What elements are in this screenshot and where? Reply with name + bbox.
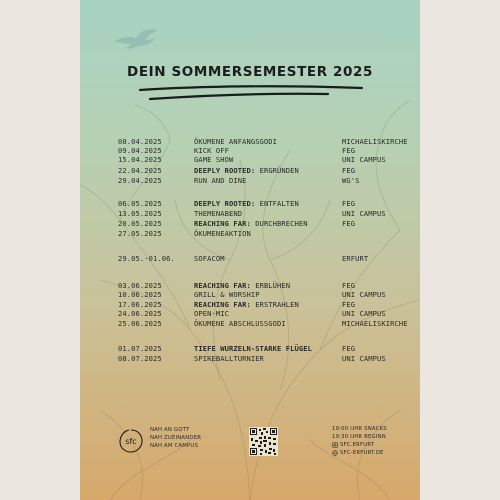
- event-title: [194, 199, 299, 209]
- event-name: GAME SHOW: [194, 155, 234, 164]
- event-title: [194, 229, 251, 239]
- instagram-handle[interactable]: SFC.ERFURT: [340, 442, 375, 448]
- logo-text: sfc: [125, 437, 137, 446]
- event-date: 22.04.2025: [118, 166, 162, 175]
- schedule-row: [80, 209, 420, 219]
- event-name: OPEN-MIC: [194, 309, 229, 318]
- event-info: [332, 425, 387, 457]
- event-location: MICHAELISKIRCHE: [342, 319, 408, 328]
- event-location: UNI CAMPUS: [342, 209, 386, 218]
- schedule-row: [80, 219, 420, 229]
- website-link[interactable]: SFC-ERFURT.DE: [340, 450, 384, 456]
- event-name: ÖKUMENE ABSCHLUSSGODI: [194, 319, 286, 328]
- event-series: REACHING FAR:: [194, 281, 251, 290]
- schedule-row: [80, 344, 420, 354]
- schedule-row: [80, 229, 420, 239]
- event-location: MICHAELISKIRCHE: [342, 137, 408, 146]
- event-date: 06.05.2025: [118, 199, 162, 208]
- event-name: ÖKUMENEAKTION: [194, 229, 251, 238]
- tagline-line: NAH AM CAMPUS: [150, 443, 199, 449]
- instagram-icon: [332, 442, 338, 448]
- schedule-row: [80, 254, 420, 264]
- event-location: WG'S: [342, 176, 360, 185]
- event-location: FEG: [342, 219, 356, 228]
- event-date: 08.04.2025: [118, 137, 162, 146]
- info-line[interactable]: [332, 449, 387, 457]
- event-date: 27.05.2025: [118, 229, 162, 238]
- qr-code[interactable]: [249, 427, 278, 456]
- event-date: 15.04.2025: [118, 155, 162, 164]
- event-date: 24.06.2025: [118, 309, 162, 318]
- event-title: [194, 155, 233, 165]
- event-title: [194, 319, 286, 329]
- event-name: RUN AND DINE: [194, 176, 247, 185]
- info-line[interactable]: [332, 441, 387, 449]
- schedule-row: [80, 176, 420, 186]
- event-title: [194, 176, 246, 186]
- event-location: ERFURT: [342, 254, 369, 263]
- event-location: FEG: [342, 146, 356, 155]
- event-name: ERSTRAHLEN: [250, 300, 299, 309]
- tagline-line: NAH ZUEINANDER: [150, 435, 202, 441]
- poster-title: DEIN SOMMERSEMESTER 2025: [127, 64, 373, 80]
- event-date: 17.06.2025: [118, 300, 162, 309]
- schedule-row: [80, 290, 420, 300]
- event-name: DURCHBRECHEN: [250, 219, 308, 228]
- event-location: UNI CAMPUS: [342, 155, 386, 164]
- dove-icon: [112, 27, 164, 51]
- event-date: 25.06.2025: [118, 319, 162, 328]
- title-underline: [130, 82, 370, 104]
- event-name: THEMENABEND: [194, 209, 243, 218]
- event-title: [194, 344, 312, 354]
- event-location: UNI CAMPUS: [342, 309, 386, 318]
- event-date: 20.05.2025: [118, 219, 162, 228]
- event-location: FEG: [342, 344, 356, 353]
- event-date: 29.04.2025: [118, 176, 162, 185]
- event-series: DEEPLY ROOTED:: [194, 199, 256, 208]
- event-series: REACHING FAR:: [194, 300, 251, 309]
- info-time-snacks: 19:00 UHR SNACKS: [332, 426, 387, 432]
- event-title: [194, 254, 225, 264]
- event-date: 10.06.2025: [118, 290, 162, 299]
- event-location: UNI CAMPUS: [342, 290, 386, 299]
- event-name: SOFACOM: [194, 254, 225, 263]
- info-line: [332, 433, 387, 441]
- event-location: UNI CAMPUS: [342, 354, 386, 363]
- schedule-row: [80, 309, 420, 319]
- event-date: 03.06.2025: [118, 281, 162, 290]
- event-date: 29.05.-01.06.: [118, 254, 175, 263]
- event-name: ERGRÜNDEN: [255, 166, 299, 175]
- event-title: [194, 219, 308, 229]
- event-location: FEG: [342, 199, 356, 208]
- event-title: [194, 309, 229, 319]
- event-title: [194, 290, 260, 300]
- schedule-row: [80, 155, 420, 165]
- schedule-row: [80, 319, 420, 329]
- event-location: FEG: [342, 166, 356, 175]
- schedule-row: [80, 199, 420, 209]
- event-name: KICK OFF: [194, 146, 229, 155]
- tagline: [150, 426, 201, 450]
- event-name: ÖKUMENE ANFANGSGODI: [194, 137, 278, 146]
- event-poster: [80, 0, 420, 500]
- event-title: [194, 209, 242, 219]
- event-location: FEG: [342, 300, 356, 309]
- event-date: 01.07.2025: [118, 344, 162, 353]
- tagline-line: NAH AN GOTT: [150, 427, 190, 433]
- event-title: [194, 354, 264, 364]
- schedule-row: [80, 166, 420, 176]
- event-name: ENTFALTEN: [255, 199, 299, 208]
- event-date: 09.04.2025: [118, 146, 162, 155]
- info-time-start: 19:30 UHR BEGINN: [332, 434, 386, 440]
- event-series: TIEFE WURZELN-STARKE FLÜGEL: [194, 344, 313, 353]
- sfc-logo: [118, 428, 144, 454]
- event-location: FEG: [342, 281, 356, 290]
- globe-icon: [332, 450, 338, 456]
- info-line: [332, 425, 387, 433]
- event-date: 13.05.2025: [118, 209, 162, 218]
- event-name: ERBLÜHEN: [250, 281, 291, 290]
- schedule-row: [80, 354, 420, 364]
- event-title: [194, 166, 299, 176]
- event-name: GRILL & WORSHIP: [194, 290, 260, 299]
- event-series: REACHING FAR:: [194, 219, 251, 228]
- event-series: DEEPLY ROOTED:: [194, 166, 256, 175]
- event-name: SPIKEBALLTURNIER: [194, 354, 264, 363]
- event-date: 08.07.2025: [118, 354, 162, 363]
